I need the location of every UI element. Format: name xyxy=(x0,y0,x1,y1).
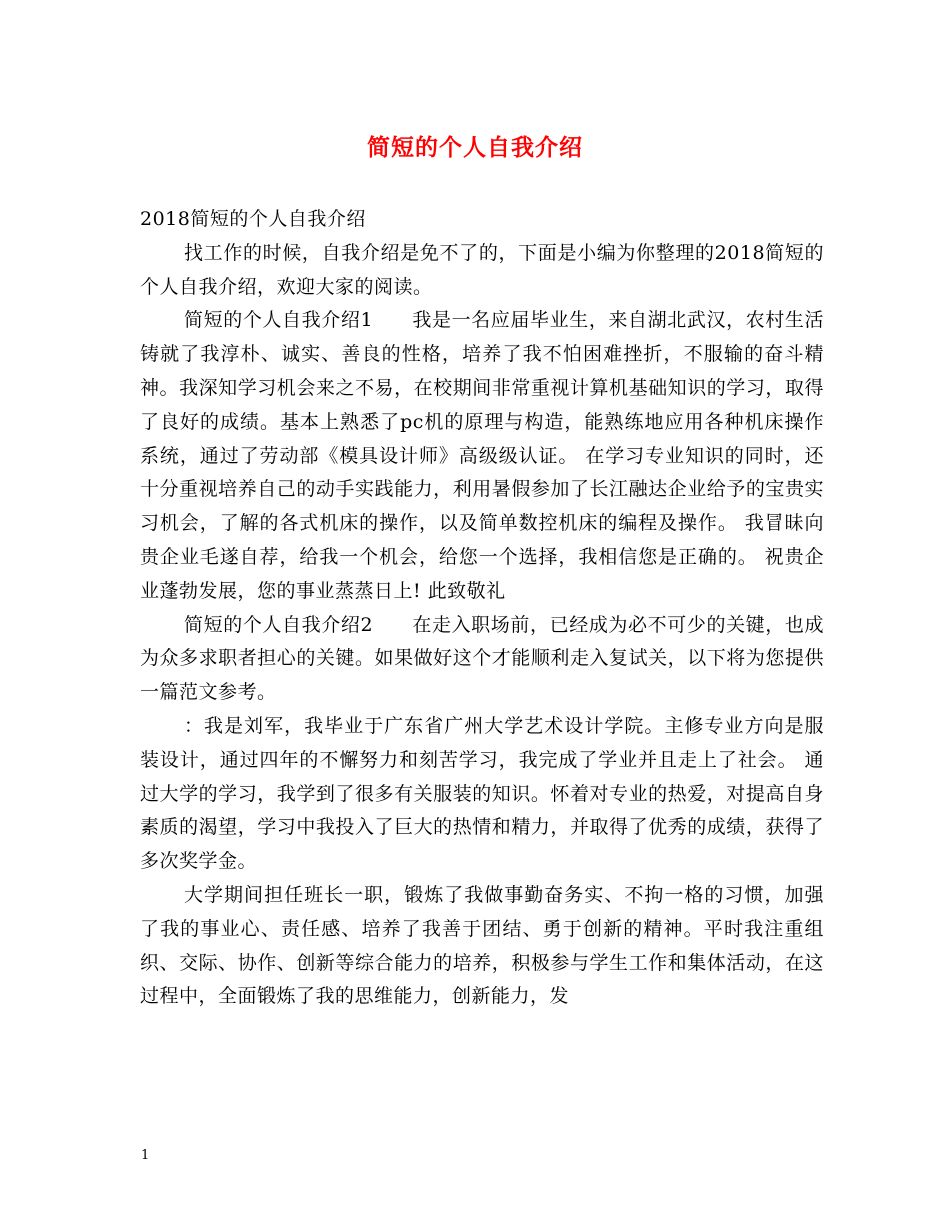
paragraph-sample-2: 简短的个人自我介绍2 在走入职场前，已经成为必不可少的关键，也成为众多求职者担心的关键。如果做好这个才能顺利走入复试关，以下将为您提供一篇范文参考。 xyxy=(140,613,824,704)
document-subtitle: 2018简短的个人自我介绍 xyxy=(140,208,366,230)
paragraph-sample-1: 简短的个人自我介绍1 我是一名应届毕业生，来自湖北武汉，农村生活铸就了我淳朴、诚实、善良的性格，培养了我不怕困难挫折，不服输的奋斗精神。我深知学习机会来之不易，在校期间非常重视计算机基础知识的学习，取得了良好的成绩。基本上熟悉了pc机的原理与构造，能熟练地应用各种机床操作系统，通过了劳动部《模具设计师》高级级认证。 在学习专业知识的同时，还十分重视培养自己的动手实践能力，利用暑假参加了长江融达企业给予的宝贵实习机会，了解的各式机床的操作，以及简单数控机床的编程及操作。 我冒昧向贵企业毛遂自荐，给我一个机会，给您一个选择，我相信您是正确的。 祝贵企业蓬勃发展，您的事业蒸蒸日上! 此致敬礼 xyxy=(140,309,824,602)
paragraph-self-intro: ：我是刘军，我毕业于广东省广州大学艺术设计学院。主修专业方向是服装设计，通过四年的不懈努力和刻苦学习，我完成了学业并且走上了社会。 通过大学的学习，我学到了很多有关服装的知识。怀着对专业的热爱，对提高自身素质的渴望，学习中我投入了巨大的热情和精力，并取得了优秀的成绩，获得了多次奖学金。 xyxy=(140,714,824,873)
page-title: 简短的个人自我介绍 xyxy=(367,134,583,161)
paragraph-intro: 找工作的时候，自我介绍是免不了的，下面是小编为你整理的2018简短的个人自我介绍，欢迎大家的阅读。 xyxy=(140,241,824,298)
document-body xyxy=(140,203,824,1014)
page-number: 1 xyxy=(141,1148,150,1163)
paragraph-university: 大学期间担任班长一职，锻炼了我做事勤奋务实、不拘一格的习惯，加强了我的事业心、责任感、培养了我善于团结、勇于创新的精神。平时我注重组织、交际、协作、创新等综合能力的培养，积极参与学生工作和集体活动，在这过程中，全面锻炼了我的思维能力，创新能力，发 xyxy=(140,883,824,1008)
